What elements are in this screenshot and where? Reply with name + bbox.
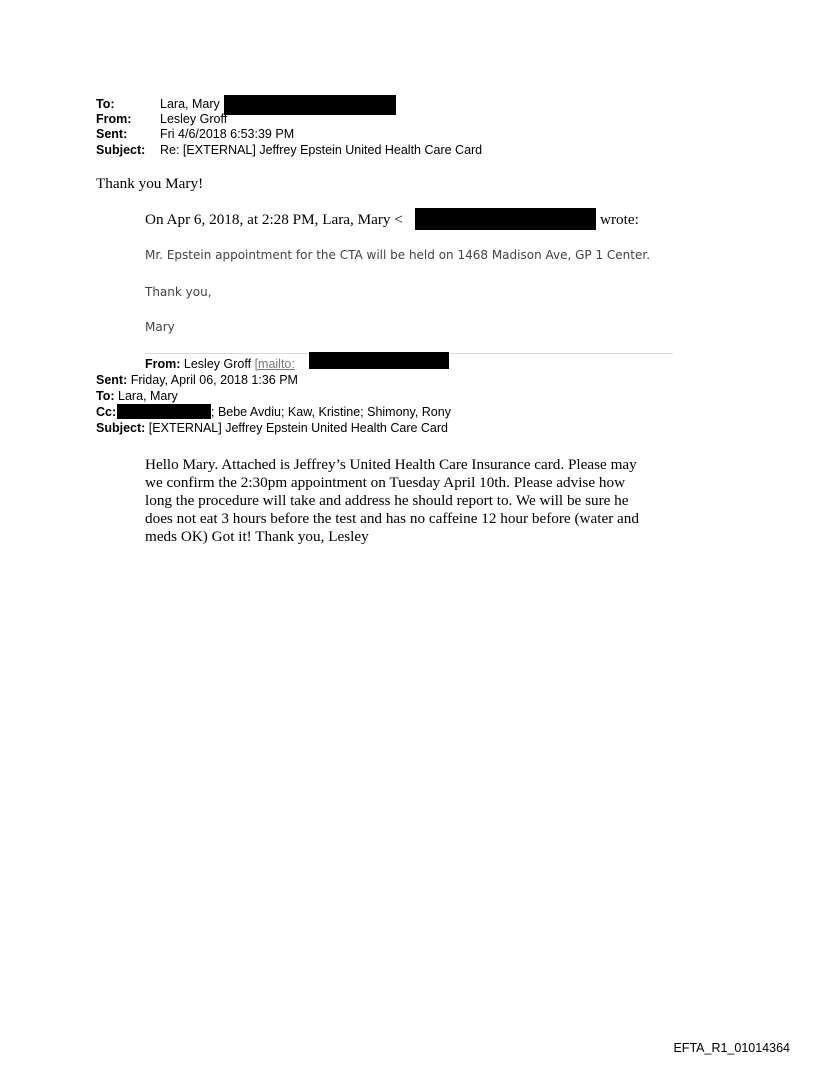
quoted-line-3: Mary: [145, 320, 175, 334]
email-header: [96, 97, 656, 157]
message-body: [145, 456, 675, 546]
header-subject-row: [96, 143, 656, 157]
message-line: Hello Mary. Attached is Jeffrey’s United Health Care Insurance card. Please may: [145, 456, 637, 473]
redaction-bar: [415, 208, 596, 230]
from-label: From:: [96, 112, 132, 126]
quoted-intro-suffix: wrote:: [600, 211, 639, 228]
sent-value: Fri 4/6/2018 6:53:39 PM: [160, 127, 295, 141]
document-id: EFTA_R1_01014364: [673, 1041, 790, 1055]
forwarded-subject-row: [96, 421, 448, 435]
quoted-line-1: Mr. Epstein appointment for the CTA will be held on 1468 Madison Ave, GP 1 Center.: [145, 248, 651, 262]
message-line: meds OK) Got it! Thank you, Lesley: [145, 528, 369, 545]
forwarded-cc-label: Cc:: [96, 405, 117, 419]
header-from-row: [96, 112, 656, 126]
quoted-intro-prefix: On Apr 6, 2018, at 2:28 PM, Lara, Mary <: [145, 211, 403, 228]
subject-value: Re: [EXTERNAL] Jeffrey Epstein United Health Care Card: [160, 143, 483, 157]
subject-label: Subject:: [96, 143, 146, 157]
forwarded-from-label: From:: [145, 357, 181, 371]
forwarded-to-row: [96, 389, 178, 403]
sent-label: Sent:: [96, 127, 128, 141]
quoted-line-2: Thank you,: [145, 285, 212, 299]
header-sent-row: [96, 127, 656, 141]
forwarded-to-value: Lara, Mary: [118, 389, 178, 403]
forwarded-sent-label: Sent:: [96, 373, 128, 387]
forwarded-subject-value: [EXTERNAL] Jeffrey Epstein United Health Care Card: [148, 421, 449, 435]
from-value: Lesley Groff: [160, 112, 228, 126]
message-line: does not eat 3 hours before the test and has no caffeine 12 hour before (water and: [145, 510, 639, 527]
message-line: we confirm the 2:30pm appointment on Tuesday April 10th. Please advise how: [145, 474, 626, 491]
forwarded-from-row: [145, 357, 295, 371]
message-line: long the procedure will take and address he should report to. We will be sure he: [145, 492, 629, 509]
forwarded-sent-row: [96, 373, 298, 387]
redaction-bar: [117, 404, 211, 419]
to-label: To:: [96, 97, 115, 111]
forwarded-from-value: Lesley Groff: [183, 357, 252, 371]
mailto-link[interactable]: [mailto:: [254, 357, 295, 371]
forwarded-to-label: To:: [96, 389, 115, 403]
to-value: Lara, Mary: [160, 97, 220, 111]
reply-text: Thank you Mary!: [96, 175, 204, 192]
forwarded-sent-value: Friday, April 06, 2018 1:36 PM: [130, 373, 298, 387]
forwarded-cc-row: [96, 405, 116, 419]
redaction-bar: [309, 352, 449, 369]
forwarded-subject-label: Subject:: [96, 421, 146, 435]
forwarded-cc-value: ; Bebe Avdiu; Kaw, Kristine; Shimony, Rony: [211, 405, 451, 419]
